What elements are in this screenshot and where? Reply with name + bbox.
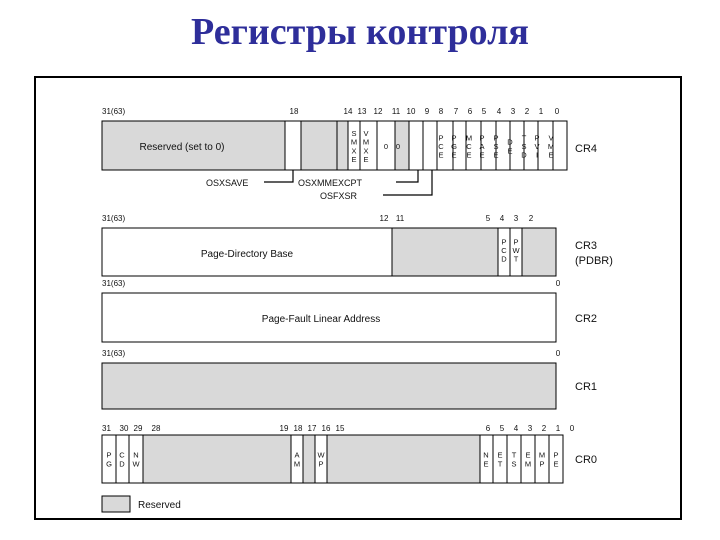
- cr4-flag-line: V: [363, 129, 369, 139]
- cr3-bit-label: 2: [528, 214, 534, 223]
- cr0-bit-cell: [327, 435, 480, 483]
- cr0-flag-line: C: [119, 450, 125, 460]
- cr4-flag-line: C: [438, 142, 444, 151]
- cr0-flag-line: P: [106, 450, 112, 460]
- cr0-flag: [106, 451, 112, 469]
- cr0-flag: [553, 451, 558, 469]
- cr0-bit-label: 16: [321, 424, 331, 433]
- cr4-flag-line: V: [534, 142, 540, 151]
- cr0-bit-label: 19: [279, 424, 289, 433]
- cr4-flag: [438, 133, 444, 159]
- cr4-bit-label: 18: [289, 107, 299, 116]
- cr0-flag-line: P: [553, 450, 559, 460]
- cr3-register-name: CR3: [575, 240, 598, 252]
- cr4-flag: [548, 133, 554, 159]
- cr3-bit-label: 11: [395, 214, 405, 223]
- cr4-bit-label: 0: [554, 107, 560, 116]
- cr4-flag-line: E: [351, 154, 357, 164]
- cr4-osxmmexcpt-leader: [396, 170, 418, 182]
- cr4-flag: [363, 129, 369, 164]
- cr1-bit-label: 31(63): [102, 349, 126, 358]
- cr0-bit-label: 3: [527, 424, 533, 433]
- cr0-flag-line: S: [511, 459, 517, 469]
- cr3-base-label: Page-Directory Base: [200, 249, 294, 260]
- legend-reserved-label: Reserved: [138, 500, 181, 511]
- cr0-bit-label: 30: [119, 424, 129, 433]
- cr0-bit-label: 29: [133, 424, 143, 433]
- cr0-flag-line: N: [133, 450, 139, 460]
- cr0-flag-line: W: [132, 459, 140, 469]
- cr0-bit-label: 15: [335, 424, 345, 433]
- cr4-flag-line: M: [465, 133, 473, 143]
- cr1-register-name: CR1: [575, 381, 598, 393]
- cr4-flag-line: X: [363, 146, 369, 156]
- cr3-reserved-mid: [392, 228, 498, 276]
- cr4-flag-line: P: [479, 133, 485, 143]
- cr0-bit-cell: [143, 435, 291, 483]
- cr4-bit-label: 4: [496, 107, 502, 116]
- cr0-flag-line: P: [318, 459, 324, 469]
- cr0-flag-line: G: [106, 459, 112, 469]
- cr0-flag: [497, 451, 502, 469]
- cr4-flag-line: E: [438, 150, 444, 160]
- cr0-flag-line: P: [539, 459, 545, 469]
- cr3-flag-line: W: [512, 246, 520, 255]
- cr4-flag-line: E: [451, 150, 457, 160]
- cr4-flag-line: E: [363, 154, 369, 164]
- cr0-flag-line: N: [483, 450, 489, 460]
- cr4-osxsave-leader: [264, 170, 293, 182]
- cr3-flag: [501, 237, 507, 263]
- cr0-flag-line: T: [511, 450, 517, 460]
- cr3-flag-line: T: [513, 254, 519, 264]
- cr4-flag-line: T: [521, 133, 527, 143]
- cr0-bit-label: 28: [151, 424, 161, 433]
- cr4-flag-line: P: [534, 133, 540, 143]
- cr3-flag-line: P: [513, 237, 519, 247]
- cr4-bit-label: 13: [357, 107, 367, 116]
- cr4-flag: [351, 129, 357, 164]
- cr4-flag-line: E: [493, 150, 499, 160]
- cr0-bit-label: 5: [499, 424, 505, 433]
- cr4-flag-line: M: [362, 137, 370, 147]
- cr4-flag: [384, 142, 388, 151]
- cr4-bit-label: 1: [538, 107, 544, 116]
- cr4-flag-line: S: [493, 142, 499, 151]
- cr0-flag: [119, 451, 125, 469]
- cr0-flag-line: E: [483, 459, 489, 469]
- cr4-flag-line: M: [350, 137, 358, 147]
- control-registers-diagram: [36, 78, 680, 518]
- cr3-bit-label: 3: [513, 214, 519, 223]
- cr4-bit-label: 5: [481, 107, 487, 116]
- cr4-register-name: CR4: [575, 143, 598, 155]
- cr0-flag: [539, 451, 545, 469]
- cr4-flag-line: G: [451, 142, 457, 151]
- cr4-flag-line: P: [451, 133, 457, 143]
- cr4-reserved-small: [301, 121, 337, 170]
- cr0-bit-label: 18: [293, 424, 303, 433]
- cr4-flag: [479, 133, 484, 159]
- cr0-flag-line: E: [553, 459, 559, 469]
- cr4-flag-line: E: [479, 150, 485, 160]
- cr4-flag-line: D: [521, 150, 527, 160]
- cr4-bit-label: 9: [424, 107, 430, 116]
- cr4-flag-line: I: [535, 150, 539, 160]
- cr4-bit-cell: [409, 121, 423, 170]
- cr0-bit-label: 1: [555, 424, 561, 433]
- cr4-flag-line: E: [507, 146, 513, 156]
- cr3-reserved-low: [522, 228, 556, 276]
- cr0-flag-line: T: [497, 459, 503, 469]
- cr4-flag: [493, 133, 498, 159]
- cr4-reserved-label: Reserved (set to 0): [139, 142, 225, 153]
- cr0-flag-line: M: [538, 450, 546, 460]
- cr4-flag: [466, 133, 472, 159]
- cr3-bit-label: 4: [499, 214, 505, 223]
- cr4-flag-line: 0: [395, 142, 401, 151]
- cr4-bit-label: 11: [391, 107, 401, 116]
- cr4-bit-label: 8: [438, 107, 444, 116]
- cr4-bit-cell: [337, 121, 348, 170]
- cr0-flag-line: M: [524, 459, 532, 469]
- cr4-bit-label: 3: [510, 107, 516, 116]
- cr1-bit-label: 0: [555, 349, 561, 358]
- slide-title: Регистры контроля: [191, 11, 529, 53]
- cr4-flag: [507, 138, 513, 156]
- cr0-flag-line: E: [497, 450, 503, 460]
- cr4-flag-line: M: [547, 142, 555, 151]
- cr4-flag-line: A: [479, 142, 485, 151]
- cr2-register-name: CR2: [575, 313, 598, 325]
- cr0-flag: [525, 451, 531, 469]
- cr4-bit-cell: [423, 121, 437, 170]
- cr4-callout-osfxsr: OSFXSR: [320, 191, 358, 201]
- cr0-flag-line: D: [119, 459, 125, 469]
- cr0-flag-line: M: [293, 459, 301, 469]
- cr4-callout-osxmmexcpt: OSXMMEXCPT: [298, 178, 363, 188]
- cr0-bit-label: 6: [485, 424, 491, 433]
- cr4-bit-label: 12: [373, 107, 383, 116]
- cr0-bit-label: 31: [102, 424, 111, 433]
- cr4-bit-label: 6: [467, 107, 473, 116]
- cr0-flag: [511, 451, 516, 469]
- cr4-flag-line: D: [507, 137, 513, 147]
- cr2-bit-label: 31(63): [102, 279, 126, 288]
- cr3-bit-label: 5: [485, 214, 491, 223]
- cr0-flag: [294, 451, 300, 469]
- cr4-flag-line: S: [521, 142, 527, 151]
- cr4-flag-line: V: [548, 133, 554, 143]
- cr3-flag-line: C: [501, 246, 507, 255]
- cr0-bit-cell: [303, 435, 315, 483]
- cr4-flag-line: C: [466, 142, 472, 151]
- cr2-bit-label: 0: [555, 279, 561, 288]
- cr4-bit-label: 31(63): [102, 107, 126, 116]
- cr4-flag-line: S: [351, 129, 357, 139]
- cr4-flag-line: E: [548, 150, 554, 160]
- cr3-flag-line: P: [501, 237, 507, 247]
- cr3-bit-label: 12: [379, 214, 389, 223]
- cr3-bit-label: 31(63): [102, 214, 126, 223]
- cr4-osxsave-field: [285, 121, 301, 170]
- legend-reserved-swatch: [102, 496, 130, 512]
- cr4-flag-line: P: [438, 133, 444, 143]
- cr4-bit-label: 7: [453, 107, 459, 116]
- diagram-frame: [34, 76, 682, 520]
- cr4-flag-line: E: [466, 150, 472, 160]
- cr4-callout-osxsave: OSXSAVE: [206, 178, 249, 188]
- cr0-bit-label: 4: [513, 424, 519, 433]
- cr4-flag: [396, 142, 400, 151]
- cr4-bit-label: 2: [524, 107, 530, 116]
- cr2-label: Page-Fault Linear Address: [261, 314, 381, 325]
- cr0-bit-label: 0: [569, 424, 575, 433]
- cr0-bit-label: 2: [541, 424, 547, 433]
- cr0-flag-line: A: [294, 450, 300, 460]
- cr3-register-sub: (PDBR): [575, 255, 613, 267]
- cr4-bit-label: 14: [343, 107, 353, 116]
- cr0-flag-line: W: [317, 450, 325, 460]
- cr4-flag-line: 0: [383, 142, 389, 151]
- cr0-register-name: CR0: [575, 454, 598, 466]
- cr4-flag-line: X: [351, 146, 357, 156]
- cr4-bit-cell: [553, 121, 567, 170]
- cr0-flag-line: E: [525, 450, 531, 460]
- cr4-flag-line: P: [493, 133, 499, 143]
- cr4-flag: [451, 133, 457, 159]
- cr0-flag: [483, 451, 488, 469]
- cr1-field: [102, 363, 556, 409]
- cr3-flag-line: D: [501, 254, 507, 264]
- cr0-bit-label: 17: [307, 424, 317, 433]
- cr4-bit-label: 10: [406, 107, 416, 116]
